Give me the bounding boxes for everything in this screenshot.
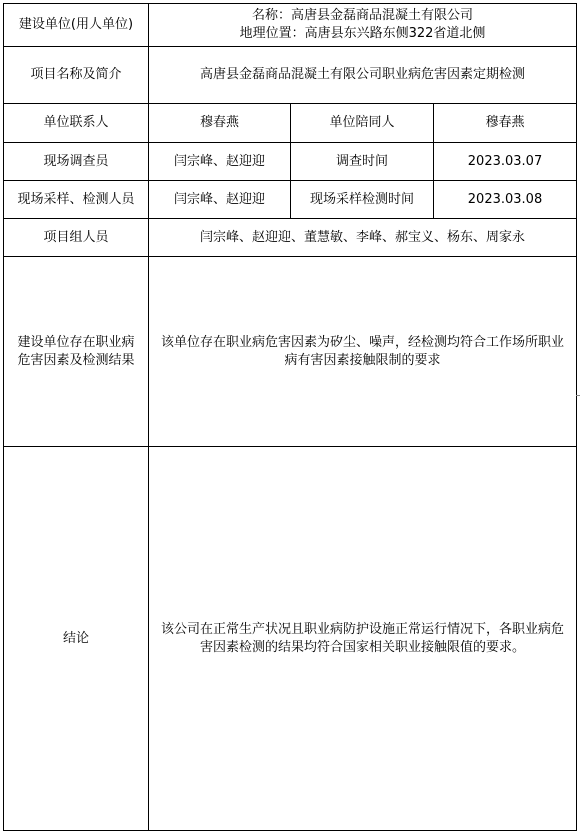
sampling-value: 闫宗峰、赵迎迎 xyxy=(149,181,291,219)
unit-location-line: 地理位置：高唐县东兴路东侧322省道北侧 xyxy=(239,26,486,41)
conclusion-value: 该公司在正常生产状况且职业病防护设施正常运行情况下，各职业病危害因素检测的结果均符合国家相关职业接触限值的要求。 xyxy=(149,447,577,831)
sampling-time-value: 2023.03.08 xyxy=(434,181,577,219)
survey-label: 现场调查员 xyxy=(4,143,149,181)
hazards-value: 该单位存在职业病危害因素为矽尘、噪声，经检测均符合工作场所职业病有害因素接触限制的要求 xyxy=(149,257,577,447)
survey-time-value: 2023.03.07 xyxy=(434,143,577,181)
row-hazards xyxy=(4,257,577,447)
unit-name-line: 名称：高唐县金磊商品混凝土有限公司 xyxy=(251,8,473,23)
row-conclusion xyxy=(4,447,577,831)
escort-value: 穆春燕 xyxy=(434,104,577,143)
survey-time-label: 调查时间 xyxy=(291,143,434,181)
conclusion-label: 结论 xyxy=(4,447,149,831)
project-label: 项目名称及简介 xyxy=(4,47,149,104)
project-value: 高唐县金磊商品混凝土有限公司职业病危害因素定期检测 xyxy=(149,47,577,104)
report-table xyxy=(3,3,577,831)
hazards-label: 建设单位存在职业病危害因素及检测结果 xyxy=(4,257,149,447)
row-survey xyxy=(4,143,577,181)
contact-value: 穆春燕 xyxy=(149,104,291,143)
unit-label: 建设单位(用人单位) xyxy=(4,4,149,47)
team-label: 项目组人员 xyxy=(4,219,149,257)
team-value: 闫宗峰、赵迎迎、董慧敏、李峰、郝宝义、杨东、周家永 xyxy=(149,219,577,257)
page-edge-mark xyxy=(576,395,580,396)
sampling-label: 现场采样、检测人员 xyxy=(4,181,149,219)
unit-value xyxy=(149,4,577,47)
row-contact xyxy=(4,104,577,143)
row-project xyxy=(4,47,577,104)
escort-label: 单位陪同人 xyxy=(291,104,434,143)
row-unit xyxy=(4,4,577,47)
row-team xyxy=(4,219,577,257)
contact-label: 单位联系人 xyxy=(4,104,149,143)
survey-value: 闫宗峰、赵迎迎 xyxy=(149,143,291,181)
row-sampling xyxy=(4,181,577,219)
sampling-time-label: 现场采样检测时间 xyxy=(291,181,434,219)
